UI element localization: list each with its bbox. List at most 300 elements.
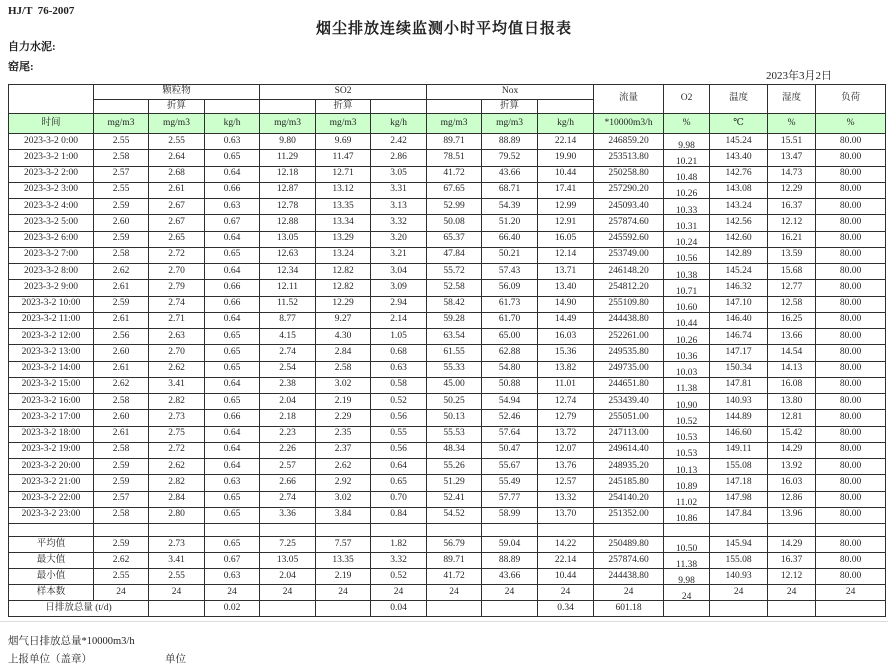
value-cell: 143.40 [710,150,768,166]
value-cell: 2.58 [94,394,149,410]
value-cell: 3.02 [316,491,371,507]
value-cell: 9.80 [260,134,316,150]
value-cell: 12.58 [768,296,816,312]
value-cell: 79.52 [482,150,538,166]
value-cell: 2.92 [316,475,371,491]
value-cell: 253439.40 [594,394,664,410]
value-cell: 147.81 [710,377,768,393]
value-cell: 0.63 [205,199,260,215]
value-cell: 16.37 [768,199,816,215]
value-cell: 2.54 [260,361,316,377]
value-cell: 2.55 [94,569,149,585]
time-cell: 2023-3-2 23:00 [9,507,94,523]
unit-header: % [768,114,816,134]
value-cell: 2.86 [371,150,427,166]
value-cell: 2.62 [149,459,205,475]
table-row [9,296,886,312]
value-cell: 13.76 [538,459,594,475]
table-row [9,280,886,296]
value-cell: 10.21 [664,150,710,166]
value-cell: 3.32 [371,215,427,231]
value-cell: 2.74 [149,296,205,312]
value-cell: 50.21 [482,247,538,263]
value-cell: 54.80 [482,361,538,377]
group-nox: Nox [427,85,594,100]
value-cell: 12.12 [768,569,816,585]
table-row [9,601,886,617]
value-cell: 56.79 [427,537,482,553]
value-cell: 250258.80 [594,166,664,182]
value-cell: 80.00 [816,507,886,523]
time-cell: 2023-3-2 10:00 [9,296,94,312]
value-cell: 11.47 [316,150,371,166]
value-cell: 57.77 [482,491,538,507]
units-header-row [9,114,886,134]
value-cell: 13.29 [316,231,371,247]
value-cell: 246859.20 [594,134,664,150]
time-cell: 2023-3-2 4:00 [9,199,94,215]
value-cell: 50.47 [482,442,538,458]
value-cell: 56.09 [482,280,538,296]
value-cell [316,601,371,617]
value-cell: 0.55 [371,426,427,442]
value-cell: 155.08 [710,553,768,569]
value-cell: 59.04 [482,537,538,553]
table-row [9,264,886,280]
cell [260,524,316,537]
value-cell: 254140.20 [594,491,664,507]
time-cell: 2023-3-2 11:00 [9,312,94,328]
value-cell [482,601,538,617]
value-cell: 54.52 [427,507,482,523]
value-cell: 2.19 [316,394,371,410]
value-cell: 257874.60 [594,215,664,231]
value-cell: 14.73 [768,166,816,182]
value-cell: 3.13 [371,199,427,215]
table-row [9,182,886,198]
value-cell: 2.71 [149,312,205,328]
value-cell: 65.37 [427,231,482,247]
value-cell: 150.34 [710,361,768,377]
unit-header: % [816,114,886,134]
value-cell: 10.13 [664,459,710,475]
value-cell: 2.04 [260,394,316,410]
table-row [9,491,886,507]
value-cell: 2.67 [149,215,205,231]
table-row [9,569,886,585]
unit-header: mg/m3 [149,114,205,134]
value-cell: 13.05 [260,231,316,247]
value-cell: 10.36 [664,345,710,361]
value-cell: 2.62 [316,459,371,475]
location-label: 窑尾: [8,61,34,73]
value-cell: 13.34 [316,215,371,231]
value-cell: 66.40 [482,231,538,247]
value-cell: 2.63 [149,329,205,345]
value-cell: 245093.40 [594,199,664,215]
value-cell: 146.40 [710,312,768,328]
value-cell: 55.49 [482,475,538,491]
value-cell: 147.10 [710,296,768,312]
company-label: 自力水泥: [8,41,56,53]
value-cell: 0.65 [205,247,260,263]
value-cell: 2.35 [316,426,371,442]
value-cell: 0.64 [371,459,427,475]
col-load: 负荷 [816,85,886,114]
value-cell [260,601,316,617]
value-cell: 24 [594,585,664,601]
value-cell: 80.00 [816,377,886,393]
cell [538,524,594,537]
value-cell: 0.65 [205,537,260,553]
table-row [9,150,886,166]
value-cell: 146.74 [710,329,768,345]
value-cell: 2.82 [149,394,205,410]
table-row [9,410,886,426]
value-cell: 16.03 [768,475,816,491]
time-cell: 2023-3-2 18:00 [9,426,94,442]
cell [9,524,94,537]
footer-unit-label: 单位 [165,654,186,665]
value-cell: 0.64 [205,459,260,475]
value-cell: 80.00 [816,491,886,507]
unit-header: *10000m3/h [594,114,664,134]
value-cell: 249735.00 [594,361,664,377]
summary-label: 最大值 [9,553,94,569]
value-cell: 24 [149,585,205,601]
time-cell: 2023-3-2 12:00 [9,329,94,345]
value-cell: 2.29 [316,410,371,426]
value-cell: 54.39 [482,199,538,215]
table-row [9,199,886,215]
value-cell: 52.58 [427,280,482,296]
summary-label: 最小值 [9,569,94,585]
time-cell: 2023-3-2 15:00 [9,377,94,393]
table-row [9,394,886,410]
value-cell: 149.11 [710,442,768,458]
value-cell: 67.65 [427,182,482,198]
table-row [9,345,886,361]
value-cell: 10.31 [664,215,710,231]
time-cell: 2023-3-2 0:00 [9,134,94,150]
cell [205,100,260,114]
value-cell: 140.93 [710,569,768,585]
value-cell: 0.63 [205,475,260,491]
value-cell: 63.54 [427,329,482,345]
value-cell: 249614.40 [594,442,664,458]
standard-number: HJ/T 76-2007 [8,5,75,17]
value-cell: 80.00 [816,410,886,426]
table-row [9,134,886,150]
value-cell: 2.59 [94,537,149,553]
value-cell: 41.72 [427,569,482,585]
unit-header: mg/m3 [427,114,482,134]
value-cell: 17.41 [538,182,594,198]
value-cell: 0.64 [205,377,260,393]
time-cell: 2023-3-2 19:00 [9,442,94,458]
value-cell: 147.18 [710,475,768,491]
value-cell: 145.24 [710,264,768,280]
value-cell: 2.70 [149,345,205,361]
value-cell: 89.71 [427,134,482,150]
value-cell: 142.56 [710,215,768,231]
value-cell: 24 [768,585,816,601]
value-cell: 13.71 [538,264,594,280]
value-cell: 142.60 [710,231,768,247]
value-cell: 2.55 [149,569,205,585]
value-cell: 0.58 [371,377,427,393]
value-cell: 2.59 [94,296,149,312]
value-cell: 3.02 [316,377,371,393]
value-cell: 10.33 [664,199,710,215]
value-cell: 0.65 [205,491,260,507]
value-cell: 2.62 [149,361,205,377]
value-cell: 245592.60 [594,231,664,247]
value-cell: 147.17 [710,345,768,361]
value-cell: 80.00 [816,553,886,569]
table-row [9,312,886,328]
value-cell: 10.50 [664,537,710,553]
value-cell: 2.59 [94,475,149,491]
value-cell: 147.98 [710,491,768,507]
value-cell [768,601,816,617]
value-cell: 0.04 [371,601,427,617]
value-cell: 0.65 [205,345,260,361]
corner-cell [9,85,94,114]
value-cell: 55.53 [427,426,482,442]
cell [205,524,260,537]
value-cell: 54.94 [482,394,538,410]
value-cell: 15.42 [768,426,816,442]
table-row [9,247,886,263]
value-cell: 80.00 [816,215,886,231]
value-cell: 2.68 [149,166,205,182]
value-cell: 244651.80 [594,377,664,393]
value-cell: 61.70 [482,312,538,328]
report-table [8,84,886,617]
value-cell: 16.21 [768,231,816,247]
value-cell [816,601,886,617]
value-cell: 2.84 [316,345,371,361]
value-cell: 2.58 [94,247,149,263]
value-cell: 2.61 [149,182,205,198]
value-cell: 249535.80 [594,345,664,361]
value-cell: 3.41 [149,553,205,569]
value-cell: 13.47 [768,150,816,166]
value-cell: 12.11 [260,280,316,296]
value-cell: 12.18 [260,166,316,182]
value-cell: 10.44 [538,569,594,585]
value-cell: 12.34 [260,264,316,280]
value-cell: 55.33 [427,361,482,377]
value-cell: 13.96 [768,507,816,523]
value-cell: 2.55 [149,134,205,150]
value-cell: 0.65 [205,507,260,523]
value-cell: 0.65 [371,475,427,491]
value-cell: 80.00 [816,569,886,585]
value-cell: 0.65 [205,394,260,410]
value-cell: 0.66 [205,296,260,312]
value-cell: 52.99 [427,199,482,215]
value-cell: 2.57 [260,459,316,475]
value-cell: 50.25 [427,394,482,410]
value-cell: 50.13 [427,410,482,426]
value-cell: 12.78 [260,199,316,215]
value-cell: 14.22 [538,537,594,553]
cell [371,100,427,114]
value-cell: 80.00 [816,296,886,312]
value-cell: 3.09 [371,280,427,296]
value-cell: 10.26 [664,182,710,198]
value-cell: 248935.20 [594,459,664,475]
cell [149,524,205,537]
value-cell: 58.42 [427,296,482,312]
value-cell: 2.37 [316,442,371,458]
value-cell: 1.05 [371,329,427,345]
value-cell: 24 [482,585,538,601]
value-cell: 12.57 [538,475,594,491]
table-row [9,377,886,393]
value-cell: 12.88 [260,215,316,231]
value-cell: 50.08 [427,215,482,231]
value-cell: 2.72 [149,442,205,458]
value-cell: 244438.80 [594,312,664,328]
value-cell: 80.00 [816,231,886,247]
value-cell: 0.67 [205,553,260,569]
value-cell: 62.88 [482,345,538,361]
value-cell: 9.98 [664,134,710,150]
value-cell: 0.66 [205,410,260,426]
value-cell: 2.58 [94,507,149,523]
value-cell: 0.65 [205,150,260,166]
value-cell: 80.00 [816,459,886,475]
value-cell: 12.71 [316,166,371,182]
value-cell: 16.25 [768,312,816,328]
table-row [9,215,886,231]
value-cell: 80.00 [816,247,886,263]
value-cell: 253749.00 [594,247,664,263]
value-cell: 10.03 [664,361,710,377]
value-cell: 41.72 [427,166,482,182]
value-cell: 2.84 [149,491,205,507]
value-cell: 2.26 [260,442,316,458]
value-cell: 80.00 [816,361,886,377]
value-cell: 10.86 [664,507,710,523]
value-cell: 61.73 [482,296,538,312]
col-temp: 温度 [710,85,768,114]
value-cell: 9.69 [316,134,371,150]
converted-label: 折算 [316,100,371,114]
value-cell: 0.64 [205,426,260,442]
value-cell: 2.70 [149,264,205,280]
value-cell: 0.64 [205,264,260,280]
unit-header: kg/h [205,114,260,134]
value-cell: 142.89 [710,247,768,263]
value-cell: 2.61 [94,426,149,442]
value-cell: 2.62 [94,377,149,393]
value-cell: 2.59 [94,199,149,215]
value-cell: 10.24 [664,231,710,247]
value-cell: 13.70 [538,507,594,523]
time-cell: 2023-3-2 21:00 [9,475,94,491]
group-header-row [9,85,886,100]
value-cell: 11.29 [260,150,316,166]
value-cell: 11.38 [664,553,710,569]
value-cell: 24 [371,585,427,601]
value-cell: 15.68 [768,264,816,280]
value-cell: 0.65 [205,361,260,377]
value-cell: 80.00 [816,134,886,150]
value-cell: 0.56 [371,410,427,426]
value-cell: 2.58 [94,150,149,166]
value-cell: 2.62 [94,264,149,280]
value-cell: 22.14 [538,134,594,150]
value-cell: 2.57 [94,166,149,182]
value-cell: 80.00 [816,537,886,553]
table-row [9,524,886,537]
table-row [9,475,886,491]
value-cell: 3.36 [260,507,316,523]
value-cell: 13.72 [538,426,594,442]
time-cell: 2023-3-2 5:00 [9,215,94,231]
time-cell: 2023-3-2 6:00 [9,231,94,247]
value-cell: 3.31 [371,182,427,198]
value-cell: 601.18 [594,601,664,617]
value-cell: 2.64 [149,150,205,166]
value-cell: 24 [260,585,316,601]
time-cell: 2023-3-2 1:00 [9,150,94,166]
time-cell: 2023-3-2 7:00 [9,247,94,263]
value-cell: 2.61 [94,361,149,377]
table-row [9,553,886,569]
value-cell: 2.60 [94,410,149,426]
unit-header: mg/m3 [260,114,316,134]
value-cell: 15.51 [768,134,816,150]
value-cell: 80.00 [816,312,886,328]
value-cell: 12.81 [768,410,816,426]
value-cell: 4.15 [260,329,316,345]
value-cell: 80.00 [816,182,886,198]
time-cell: 2023-3-2 9:00 [9,280,94,296]
value-cell: 50.88 [482,377,538,393]
footer-report-unit: 上报单位（盖章） [8,654,92,665]
value-cell: 12.29 [316,296,371,312]
value-cell: 13.35 [316,553,371,569]
value-cell: 13.05 [260,553,316,569]
value-cell: 51.29 [427,475,482,491]
value-cell: 7.57 [316,537,371,553]
value-cell: 2.79 [149,280,205,296]
value-cell [710,601,768,617]
value-cell: 0.64 [205,312,260,328]
value-cell: 0.67 [205,215,260,231]
value-cell: 65.00 [482,329,538,345]
report-date: 2023年3月2日 [766,70,832,82]
value-cell: 3.05 [371,166,427,182]
value-cell: 43.66 [482,569,538,585]
unit-header: mg/m3 [94,114,149,134]
value-cell: 57.43 [482,264,538,280]
value-cell: 2.59 [94,231,149,247]
time-cell: 2023-3-2 13:00 [9,345,94,361]
value-cell: 2.61 [94,280,149,296]
value-cell: 3.21 [371,247,427,263]
cell [482,524,538,537]
value-cell: 10.71 [664,280,710,296]
value-cell: 244438.80 [594,569,664,585]
col-flow: 流量 [594,85,664,114]
time-header: 时间 [9,114,94,134]
